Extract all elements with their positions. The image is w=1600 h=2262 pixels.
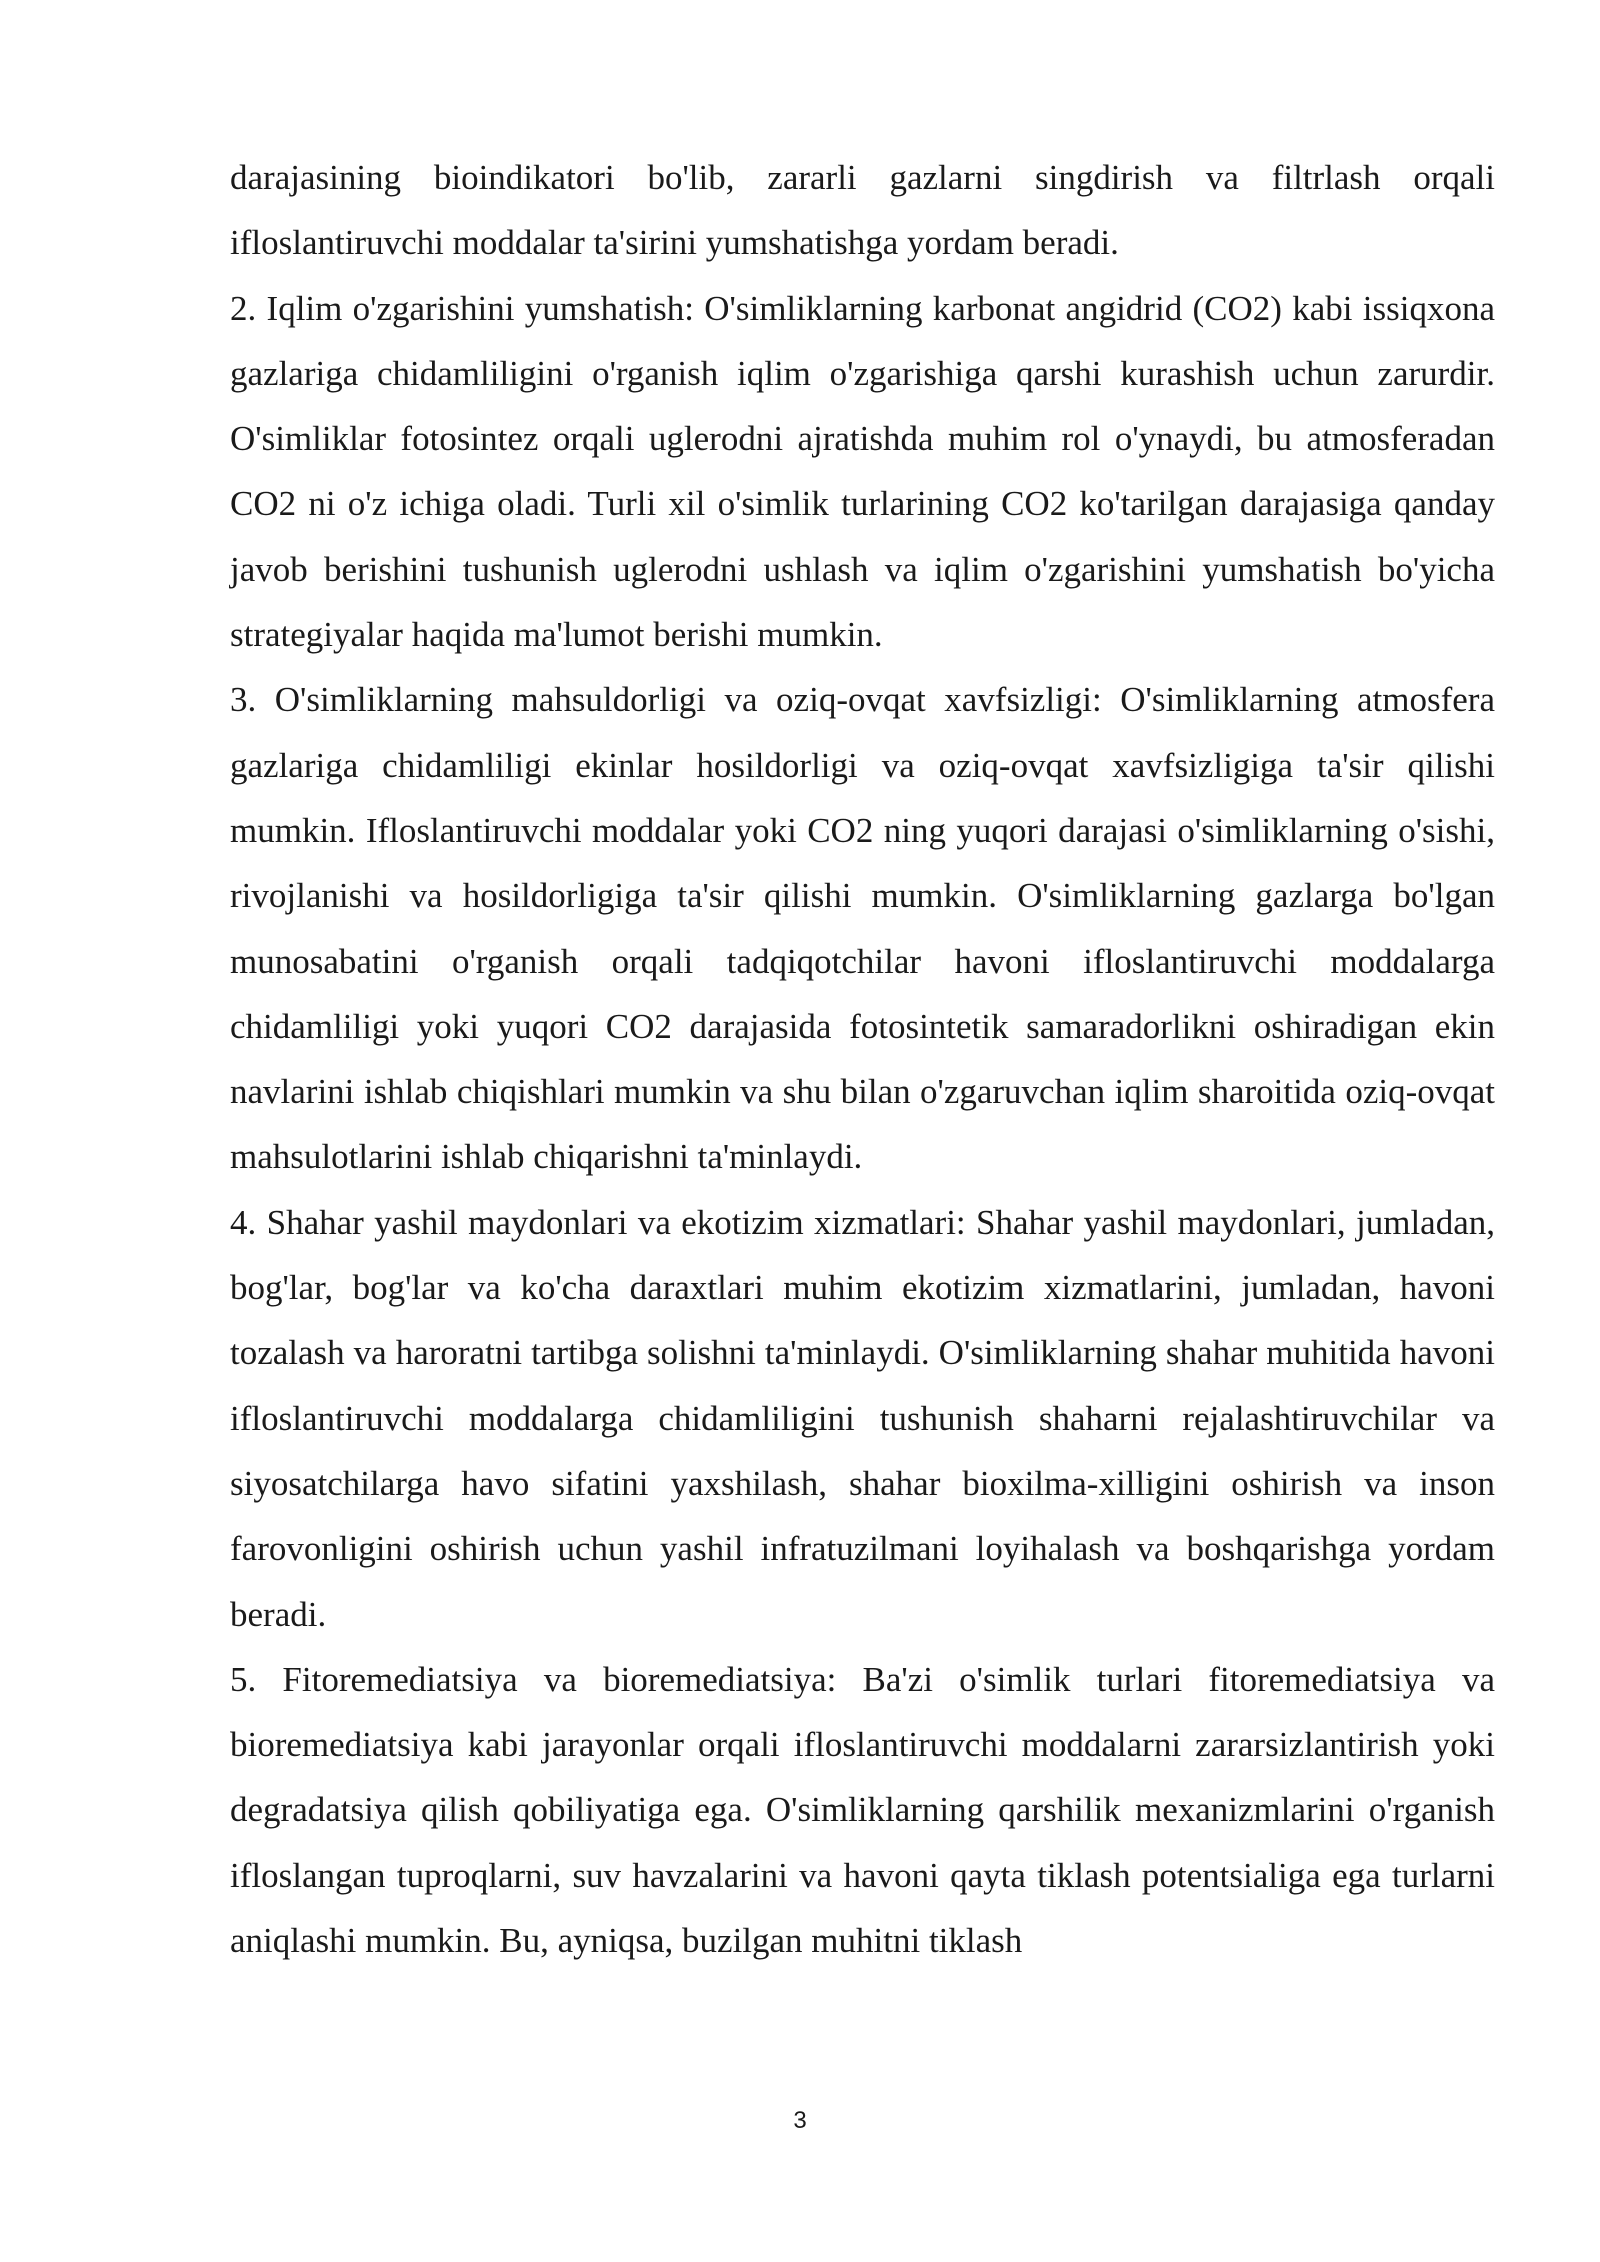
paragraph-phytoremediation: 5. Fitoremediatsiya va bioremediatsiya: Ba'zi o'simlik turlari fitoremediatsiya va bioremediatsiya kabi jarayonlar orqali ifloslantiruvchi moddalarni zararsizlantirish yoki degradatsiya qilish qobiliyatiga ega. O'simliklarning qarshilik mexanizmlarini o'rganish ifloslangan tuproqlarni, suv havzalarini va havoni qayta tiklash potentsialiga ega turlarni aniqlashi mumkin. Bu, ayniqsa, buzilgan muhitni tiklash: [230, 1659, 1495, 1961]
paragraph-urban-green-spaces: 4. Shahar yashil maydonlari va ekotizim xizmatlari: Shahar yashil maydonlari, jumladan, bog'lar, bog'lar va ko'cha daraxtlari muhim ekotizim xizmatlarini, jumladan, havoni tozalash va haroratni tartibga solishni ta'minlaydi. O'simliklarning shahar muhitida havoni ifloslantiruvchi moddalarga chidamliligini tushunish shaharni rejalashtiruvchilar va siyosatchilarga havo sifatini yaxshilash, shahar bioxilma-xilligini oshirish va inson farovonligini oshirish uchun yashil infratuzilmani loyihalash va boshqarishga yordam beradi.: [230, 1202, 1495, 1634]
paragraph-productivity-food-security: 3. O'simliklarning mahsuldorligi va oziq-ovqat xavfsizligi: O'simliklarning atmosfera gazlariga chidamliligi ekinlar hosildorligi va oziq-ovqat xavfsizligiga ta'sir qilishi mumkin. Ifloslantiruvchi moddalar yoki CO2 ning yuqori darajasi o'simliklarning o'sishi, rivojlanishi va hosildorligiga ta'sir qilishi mumkin. O'simliklarning gazlarga bo'lgan munosabatini o'rganish orqali tadqiqotchilar havoni ifloslantiruvchi moddalarga chidamliligi yoki yuqori CO2 darajasida fotosintetik samaradorlikni oshiradigan ekin navlarini ishlab chiqishlari mumkin va shu bilan o'zgaruvchan iqlim sharoitida oziq-ovqat mahsulotlarini ishlab chiqarishni ta'minlaydi.: [230, 680, 1495, 1177]
paragraph-continuation: darajasining bioindikatori bo'lib, zararli gazlarni singdirish va filtrlash orqali ifloslantiruvchi moddalar ta'sirini yumshatishga yordam beradi.: [230, 158, 1495, 263]
paragraph-climate-change: 2. Iqlim o'zgarishini yumshatish: O'simliklarning karbonat angidrid (CO2) kabi issiqxona gazlariga chidamliligini o'rganish iqlim o'zgarishiga qarshi kurashish uchun zarurdir. O'simliklar fotosintez orqali uglerodni ajratishda muhim rol o'ynaydi, bu atmosferadan CO2 ni o'z ichiga oladi. Turli xil o'simlik turlarining CO2 ko'tarilgan darajasiga qanday javob berishini tushunish uglerodni ushlash va iqlim o'zgarishini yumshatish bo'yicha strategiyalar haqida ma'lumot berishi mumkin.: [230, 288, 1495, 655]
document-body: [230, 145, 1495, 1973]
page-number: 3: [793, 2107, 807, 2134]
